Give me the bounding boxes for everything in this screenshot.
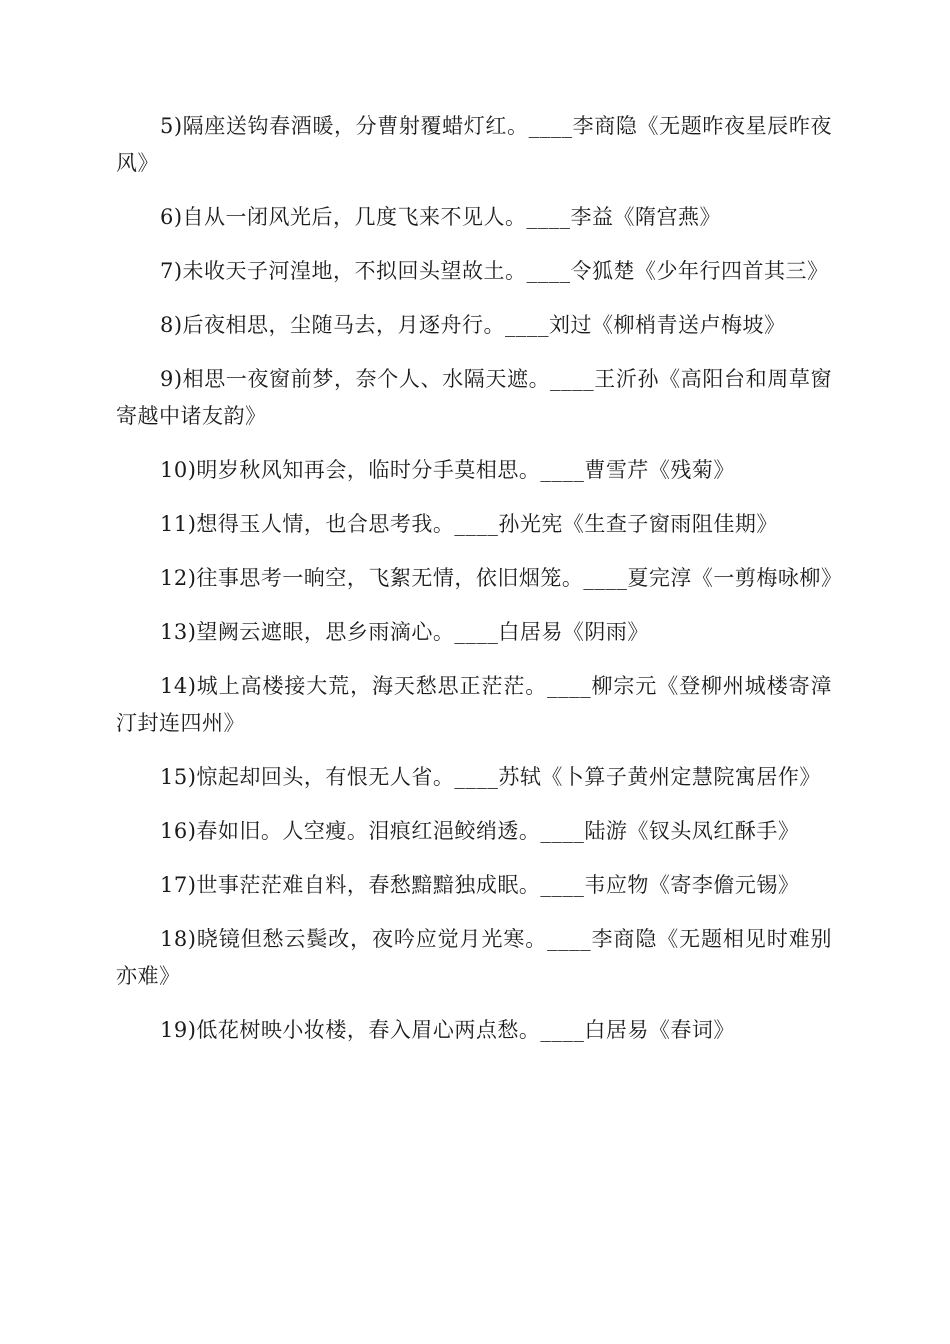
- list-item: 11)想得玉人情，也合思考我。____孙光宪《生查子窗雨阻佳期》: [160, 512, 778, 536]
- list-item: 8)后夜相思，尘随马去，月逐舟行。____刘过《柳梢青送卢梅坡》: [160, 313, 786, 337]
- poem-list: [116, 108, 843, 1066]
- list-item: 19)低花树映小妆楼，春入眉心两点愁。____白居易《春词》: [160, 1018, 735, 1042]
- list-item: 16)春如旧。人空瘦。泪痕红浥鲛绡透。____陆游《钗头凤红酥手》: [160, 819, 800, 843]
- list-item: 15)惊起却回头，有恨无人省。____苏轼《卜算子黄州定慧院寓居作》: [160, 765, 821, 789]
- list-item: 9)相思一夜窗前梦，奈个人、水隔天遮。____王沂孙《高阳台和周草窗寄越中诸友韵》: [116, 367, 832, 428]
- list-item: 7)未收天子河湟地，不拟回头望故土。____令狐楚《少年行四首其三》: [160, 259, 829, 283]
- list-item: 18)晓镜但愁云鬓改，夜吟应觉月光寒。____李商隐《无题相见时难别亦难》: [116, 927, 832, 988]
- list-item: 10)明岁秋风知再会，临时分手莫相思。____曹雪芹《残菊》: [160, 458, 735, 482]
- list-item: 12)往事思考一晌空，飞絮无情，依旧烟笼。____夏完淳《一剪梅咏柳》: [160, 566, 843, 590]
- list-item: 14)城上高楼接大荒，海天愁思正茫茫。____柳宗元《登柳州城楼寄漳汀封连四州》: [116, 674, 832, 735]
- list-item: 6)自从一闭风光后，几度飞来不见人。____李益《隋宫燕》: [160, 205, 722, 229]
- list-item: 13)望阙云遮眼，思乡雨滴心。____白居易《阴雨》: [160, 620, 649, 644]
- list-item: 5)隔座送钩春酒暖，分曹射覆蜡灯红。____李商隐《无题昨夜星辰昨夜风》: [116, 114, 832, 175]
- list-item: 17)世事茫茫难自料，春愁黯黯独成眠。____韦应物《寄李儋元锡》: [160, 873, 800, 897]
